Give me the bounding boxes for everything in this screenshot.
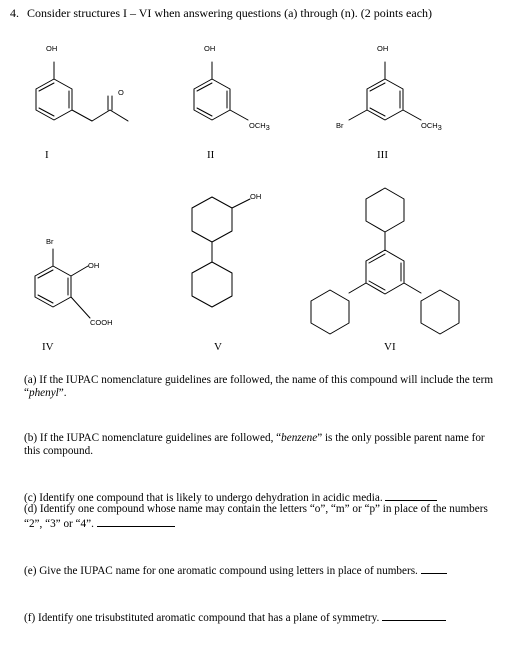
part-a-text-after: ”. (58, 387, 67, 399)
structure-i-ketone-o-label: O (118, 88, 124, 97)
structure-vi-numeral: VI (384, 341, 396, 353)
part-b-text-before: If the IUPAC nomenclature guidelines are followed, “ (39, 432, 282, 444)
structure-iii (349, 62, 421, 120)
question-prompt: Consider structures I – VI when answering questions (a) through (n). (2 points each) (27, 6, 433, 20)
structure-iv-br-label: Br (46, 237, 54, 246)
structure-iii-br-label: Br (336, 121, 344, 130)
structure-i-numeral: I (45, 149, 49, 161)
part-a-label: (a) (24, 374, 37, 386)
part-e-text: Give the IUPAC name for one aromatic compound using letters in place of numbers. (39, 565, 418, 577)
structure-v-numeral: V (214, 341, 222, 353)
part-f-answer-blank[interactable] (382, 610, 446, 621)
structure-iii-ring (367, 79, 403, 120)
part-a-emphasis: phenyl (28, 387, 59, 399)
structure-i-ring (36, 79, 72, 120)
part-c-label: (c) (24, 492, 37, 504)
part-b-label: (b) (24, 432, 38, 444)
part-e-label: (e) (24, 565, 37, 577)
part-f-text: Identify one trisubstituted aromatic compound that has a plane of symmetry. (37, 612, 380, 624)
part-b (24, 432, 494, 458)
part-d-answer-blank[interactable] (97, 516, 175, 527)
part-d-label: (d) (24, 503, 38, 515)
part-e (24, 563, 494, 578)
part-a (24, 374, 494, 400)
structure-ii-ring (194, 79, 230, 120)
structure-iii-numeral: III (377, 149, 388, 161)
structure-vi (311, 188, 459, 334)
structure-iv-numeral: IV (42, 341, 54, 353)
question-number: 4. (10, 6, 19, 20)
part-b-emphasis: benzene (281, 432, 318, 444)
structure-v-oh-label: OH (250, 192, 262, 201)
part-f (24, 610, 494, 625)
part-f-label: (f) (24, 612, 36, 624)
structure-vi-left-ring (311, 290, 349, 334)
structure-vi-right-ring (421, 290, 459, 334)
part-c-text: Identify one compound that is likely to undergo dehydration in acidic media. (39, 492, 383, 504)
structure-iv-oh-label: OH (88, 261, 100, 270)
structure-vi-top-ring (366, 188, 404, 232)
part-a-text-before: If the IUPAC nomenclature guidelines are followed, the name of this compound will include the term “ (24, 374, 494, 399)
structure-v-lower-ring (192, 262, 232, 307)
part-b-text-after: ” is the only possible parent name for this compound. (24, 432, 485, 457)
structure-vi-benzene-ring (366, 250, 404, 294)
structure-v-upper-ring (192, 197, 232, 242)
structure-i-oh-label: OH (46, 44, 58, 53)
structure-ii-oh-label: OH (204, 44, 216, 53)
part-d-text: Identify one compound whose name may contain the letters “o”, “m” or “p” in place of the numbers “2”, “3” or “4”. (24, 503, 488, 530)
structure-ii (194, 62, 248, 120)
structure-v (192, 197, 250, 307)
structure-ii-och3-label: OCH3 (249, 121, 270, 132)
structure-ii-numeral: II (207, 149, 215, 161)
structure-iv-ring (35, 266, 71, 307)
structure-iv-cooh-label: COOH (90, 318, 113, 327)
part-d (24, 503, 494, 531)
structure-iii-och3-label: OCH3 (421, 121, 442, 132)
structure-iii-oh-label: OH (377, 44, 389, 53)
structure-iv (35, 249, 90, 318)
part-e-answer-blank[interactable] (421, 563, 447, 574)
structure-i (36, 62, 128, 121)
part-c-answer-blank[interactable] (385, 490, 437, 501)
